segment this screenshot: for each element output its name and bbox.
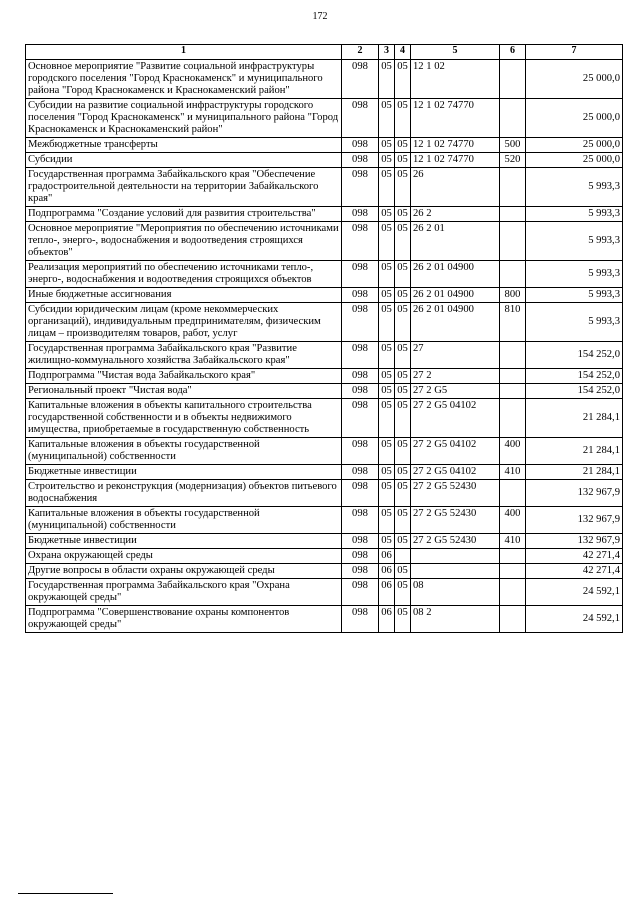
section-code: 05 xyxy=(379,438,395,465)
expense-type-code xyxy=(500,399,526,438)
target-article-code: 26 2 xyxy=(411,207,500,222)
target-article-code: 26 2 01 04900 xyxy=(411,261,500,288)
section-code: 06 xyxy=(379,549,395,564)
ved-code: 098 xyxy=(342,342,379,369)
expense-type-code: 400 xyxy=(500,507,526,534)
section-code: 05 xyxy=(379,399,395,438)
table-row xyxy=(26,507,623,534)
budget-table xyxy=(25,44,623,633)
amount: 132 967,9 xyxy=(526,534,623,549)
amount: 42 271,4 xyxy=(526,564,623,579)
row-name: Иные бюджетные ассигнования xyxy=(26,288,342,303)
row-name: Бюджетные инвестиции xyxy=(26,534,342,549)
section-code: 06 xyxy=(379,579,395,606)
subsection-code: 05 xyxy=(395,480,411,507)
section-code: 05 xyxy=(379,303,395,342)
row-name: Подпрограмма "Создание условий для развития строительства" xyxy=(26,207,342,222)
section-code: 05 xyxy=(379,465,395,480)
subsection-code: 05 xyxy=(395,207,411,222)
table-row xyxy=(26,207,623,222)
subsection-code: 05 xyxy=(395,153,411,168)
section-code: 06 xyxy=(379,564,395,579)
ved-code: 098 xyxy=(342,507,379,534)
section-code: 05 xyxy=(379,99,395,138)
header-row xyxy=(26,45,623,60)
expense-type-code xyxy=(500,384,526,399)
row-name: Другие вопросы в области охраны окружающей среды xyxy=(26,564,342,579)
amount: 154 252,0 xyxy=(526,342,623,369)
subsection-code: 05 xyxy=(395,384,411,399)
ved-code: 098 xyxy=(342,579,379,606)
target-article-code: 26 2 01 04900 xyxy=(411,303,500,342)
ved-code: 098 xyxy=(342,138,379,153)
target-article-code: 08 xyxy=(411,579,500,606)
amount: 154 252,0 xyxy=(526,384,623,399)
row-name: Реализация мероприятий по обеспечению источниками тепло-, энерго-, водоснабжения и водоотведения строящихся объектов xyxy=(26,261,342,288)
ved-code: 098 xyxy=(342,564,379,579)
table-row xyxy=(26,261,623,288)
section-code: 05 xyxy=(379,60,395,99)
section-code: 05 xyxy=(379,507,395,534)
row-name: Государственная программа Забайкальского края "Развитие жилищно-коммунального хозяйства Забайкальского края" xyxy=(26,342,342,369)
table-row xyxy=(26,153,623,168)
subsection-code: 05 xyxy=(395,438,411,465)
section-code: 05 xyxy=(379,384,395,399)
row-name: Субсидии xyxy=(26,153,342,168)
subsection-code: 05 xyxy=(395,222,411,261)
amount: 21 284,1 xyxy=(526,438,623,465)
subsection-code: 05 xyxy=(395,60,411,99)
header-cell: 2 xyxy=(342,45,379,60)
ved-code: 098 xyxy=(342,207,379,222)
table-row xyxy=(26,99,623,138)
section-code: 05 xyxy=(379,369,395,384)
subsection-code: 05 xyxy=(395,261,411,288)
target-article-code: 27 2 xyxy=(411,369,500,384)
ved-code: 098 xyxy=(342,99,379,138)
expense-type-code xyxy=(500,342,526,369)
subsection-code: 05 xyxy=(395,465,411,480)
section-code: 05 xyxy=(379,261,395,288)
expense-type-code xyxy=(500,207,526,222)
amount: 132 967,9 xyxy=(526,507,623,534)
header-cell: 1 xyxy=(26,45,342,60)
ved-code: 098 xyxy=(342,168,379,207)
target-article-code: 27 xyxy=(411,342,500,369)
target-article-code: 26 2 01 xyxy=(411,222,500,261)
target-article-code xyxy=(411,549,500,564)
section-code: 05 xyxy=(379,342,395,369)
target-article-code: 27 2 G5 04102 xyxy=(411,438,500,465)
row-name: Капитальные вложения в объекты государственной (муниципальной) собственности xyxy=(26,507,342,534)
expense-type-code xyxy=(500,168,526,207)
row-name: Бюджетные инвестиции xyxy=(26,465,342,480)
target-article-code xyxy=(411,564,500,579)
expense-type-code xyxy=(500,549,526,564)
amount: 25 000,0 xyxy=(526,99,623,138)
table-row xyxy=(26,564,623,579)
table-row xyxy=(26,138,623,153)
ved-code: 098 xyxy=(342,303,379,342)
section-code: 05 xyxy=(379,138,395,153)
target-article-code: 27 2 G5 52430 xyxy=(411,534,500,549)
amount: 5 993,3 xyxy=(526,288,623,303)
table-row xyxy=(26,168,623,207)
row-name: Капитальные вложения в объекты капитального строительства государственной собственности и в объекты недвижимого имущества, приобретаемые в государственную собственность xyxy=(26,399,342,438)
row-name: Государственная программа Забайкальского края "Охрана окружающей среды" xyxy=(26,579,342,606)
amount: 5 993,3 xyxy=(526,207,623,222)
expense-type-code xyxy=(500,99,526,138)
amount: 21 284,1 xyxy=(526,399,623,438)
table-row xyxy=(26,303,623,342)
amount: 5 993,3 xyxy=(526,303,623,342)
ved-code: 098 xyxy=(342,153,379,168)
amount: 24 592,1 xyxy=(526,579,623,606)
ved-code: 098 xyxy=(342,222,379,261)
subsection-code: 05 xyxy=(395,507,411,534)
expense-type-code: 410 xyxy=(500,465,526,480)
subsection-code: 05 xyxy=(395,369,411,384)
target-article-code: 12 1 02 74770 xyxy=(411,153,500,168)
subsection-code: 05 xyxy=(395,564,411,579)
target-article-code: 12 1 02 xyxy=(411,60,500,99)
subsection-code: 05 xyxy=(395,99,411,138)
target-article-code: 27 2 G5 04102 xyxy=(411,399,500,438)
target-article-code: 27 2 G5 52430 xyxy=(411,507,500,534)
table-row xyxy=(26,60,623,99)
row-name: Основное мероприятие "Развитие социальной инфраструктуры городского поселения "Город Краснокаменск" и муниципального района "Город Краснокаменск и Краснокаменский район" xyxy=(26,60,342,99)
subsection-code: 05 xyxy=(395,579,411,606)
section-code: 05 xyxy=(379,222,395,261)
target-article-code: 27 2 G5 xyxy=(411,384,500,399)
expense-type-code xyxy=(500,606,526,633)
header-cell: 6 xyxy=(500,45,526,60)
table-row xyxy=(26,399,623,438)
expense-type-code xyxy=(500,261,526,288)
expense-type-code xyxy=(500,564,526,579)
ved-code: 098 xyxy=(342,384,379,399)
row-name: Субсидии юридическим лицам (кроме некоммерческих организаций), индивидуальным предпринимателям, физическим лицам – производителям товаров, работ, услуг xyxy=(26,303,342,342)
expense-type-code: 410 xyxy=(500,534,526,549)
ved-code: 098 xyxy=(342,288,379,303)
amount: 5 993,3 xyxy=(526,261,623,288)
table-row xyxy=(26,342,623,369)
target-article-code: 26 xyxy=(411,168,500,207)
subsection-code: 05 xyxy=(395,288,411,303)
ved-code: 098 xyxy=(342,606,379,633)
page-number: 172 xyxy=(312,11,328,22)
section-code: 06 xyxy=(379,606,395,633)
subsection-code: 05 xyxy=(395,534,411,549)
table-row xyxy=(26,579,623,606)
expense-type-code: 810 xyxy=(500,303,526,342)
table-row xyxy=(26,465,623,480)
amount: 132 967,9 xyxy=(526,480,623,507)
subsection-code: 05 xyxy=(395,138,411,153)
row-name: Охрана окружающей среды xyxy=(26,549,342,564)
header-cell: 4 xyxy=(395,45,411,60)
row-name: Подпрограмма "Совершенствование охраны компонентов окружающей среды" xyxy=(26,606,342,633)
header-cell: 5 xyxy=(411,45,500,60)
expense-type-code: 400 xyxy=(500,438,526,465)
table-row xyxy=(26,369,623,384)
header-cell: 3 xyxy=(379,45,395,60)
section-code: 05 xyxy=(379,480,395,507)
table-row xyxy=(26,480,623,507)
ved-code: 098 xyxy=(342,438,379,465)
ved-code: 098 xyxy=(342,369,379,384)
row-name: Строительство и реконструкция (модернизация) объектов питьевого водоснабжения xyxy=(26,480,342,507)
table-row xyxy=(26,438,623,465)
row-name: Государственная программа Забайкальского края "Обеспечение градостроительной деятельности на территории Забайкальского края" xyxy=(26,168,342,207)
table-row xyxy=(26,534,623,549)
expense-type-code: 520 xyxy=(500,153,526,168)
section-code: 05 xyxy=(379,168,395,207)
amount: 154 252,0 xyxy=(526,369,623,384)
row-name: Межбюджетные трансферты xyxy=(26,138,342,153)
expense-type-code xyxy=(500,579,526,606)
ved-code: 098 xyxy=(342,549,379,564)
footnote-separator xyxy=(18,893,113,894)
row-name: Субсидии на развитие социальной инфраструктуры городского поселения "Город Краснокаменск" и муниципального района "Город Краснокаменск и Краснокаменский район" xyxy=(26,99,342,138)
target-article-code: 27 2 G5 04102 xyxy=(411,465,500,480)
ved-code: 098 xyxy=(342,399,379,438)
expense-type-code xyxy=(500,369,526,384)
row-name: Капитальные вложения в объекты государственной (муниципальной) собственности xyxy=(26,438,342,465)
target-article-code: 08 2 xyxy=(411,606,500,633)
amount: 42 271,4 xyxy=(526,549,623,564)
expense-type-code: 500 xyxy=(500,138,526,153)
target-article-code: 27 2 G5 52430 xyxy=(411,480,500,507)
row-name: Основное мероприятие "Мероприятия по обеспечению источниками тепло-, энерго-, водоснабжения и водоотведения строящихся объектов" xyxy=(26,222,342,261)
expense-type-code: 800 xyxy=(500,288,526,303)
expense-type-code xyxy=(500,60,526,99)
subsection-code: 05 xyxy=(395,342,411,369)
target-article-code: 26 2 01 04900 xyxy=(411,288,500,303)
ved-code: 098 xyxy=(342,465,379,480)
target-article-code: 12 1 02 74770 xyxy=(411,99,500,138)
amount: 21 284,1 xyxy=(526,465,623,480)
amount: 25 000,0 xyxy=(526,60,623,99)
table-row xyxy=(26,222,623,261)
subsection-code: 05 xyxy=(395,168,411,207)
section-code: 05 xyxy=(379,207,395,222)
subsection-code: 05 xyxy=(395,606,411,633)
amount: 5 993,3 xyxy=(526,168,623,207)
expense-type-code xyxy=(500,480,526,507)
section-code: 05 xyxy=(379,534,395,549)
amount: 24 592,1 xyxy=(526,606,623,633)
amount: 5 993,3 xyxy=(526,222,623,261)
section-code: 05 xyxy=(379,153,395,168)
amount: 25 000,0 xyxy=(526,153,623,168)
table-row xyxy=(26,288,623,303)
subsection-code: 05 xyxy=(395,303,411,342)
ved-code: 098 xyxy=(342,261,379,288)
table-row xyxy=(26,384,623,399)
subsection-code: 05 xyxy=(395,399,411,438)
amount: 25 000,0 xyxy=(526,138,623,153)
row-name: Подпрограмма "Чистая вода Забайкальского края" xyxy=(26,369,342,384)
expense-type-code xyxy=(500,222,526,261)
table-row xyxy=(26,606,623,633)
section-code: 05 xyxy=(379,288,395,303)
target-article-code: 12 1 02 74770 xyxy=(411,138,500,153)
header-cell: 7 xyxy=(526,45,623,60)
row-name: Региональный проект "Чистая вода" xyxy=(26,384,342,399)
ved-code: 098 xyxy=(342,534,379,549)
ved-code: 098 xyxy=(342,60,379,99)
table-row xyxy=(26,549,623,564)
ved-code: 098 xyxy=(342,480,379,507)
subsection-code xyxy=(395,549,411,564)
